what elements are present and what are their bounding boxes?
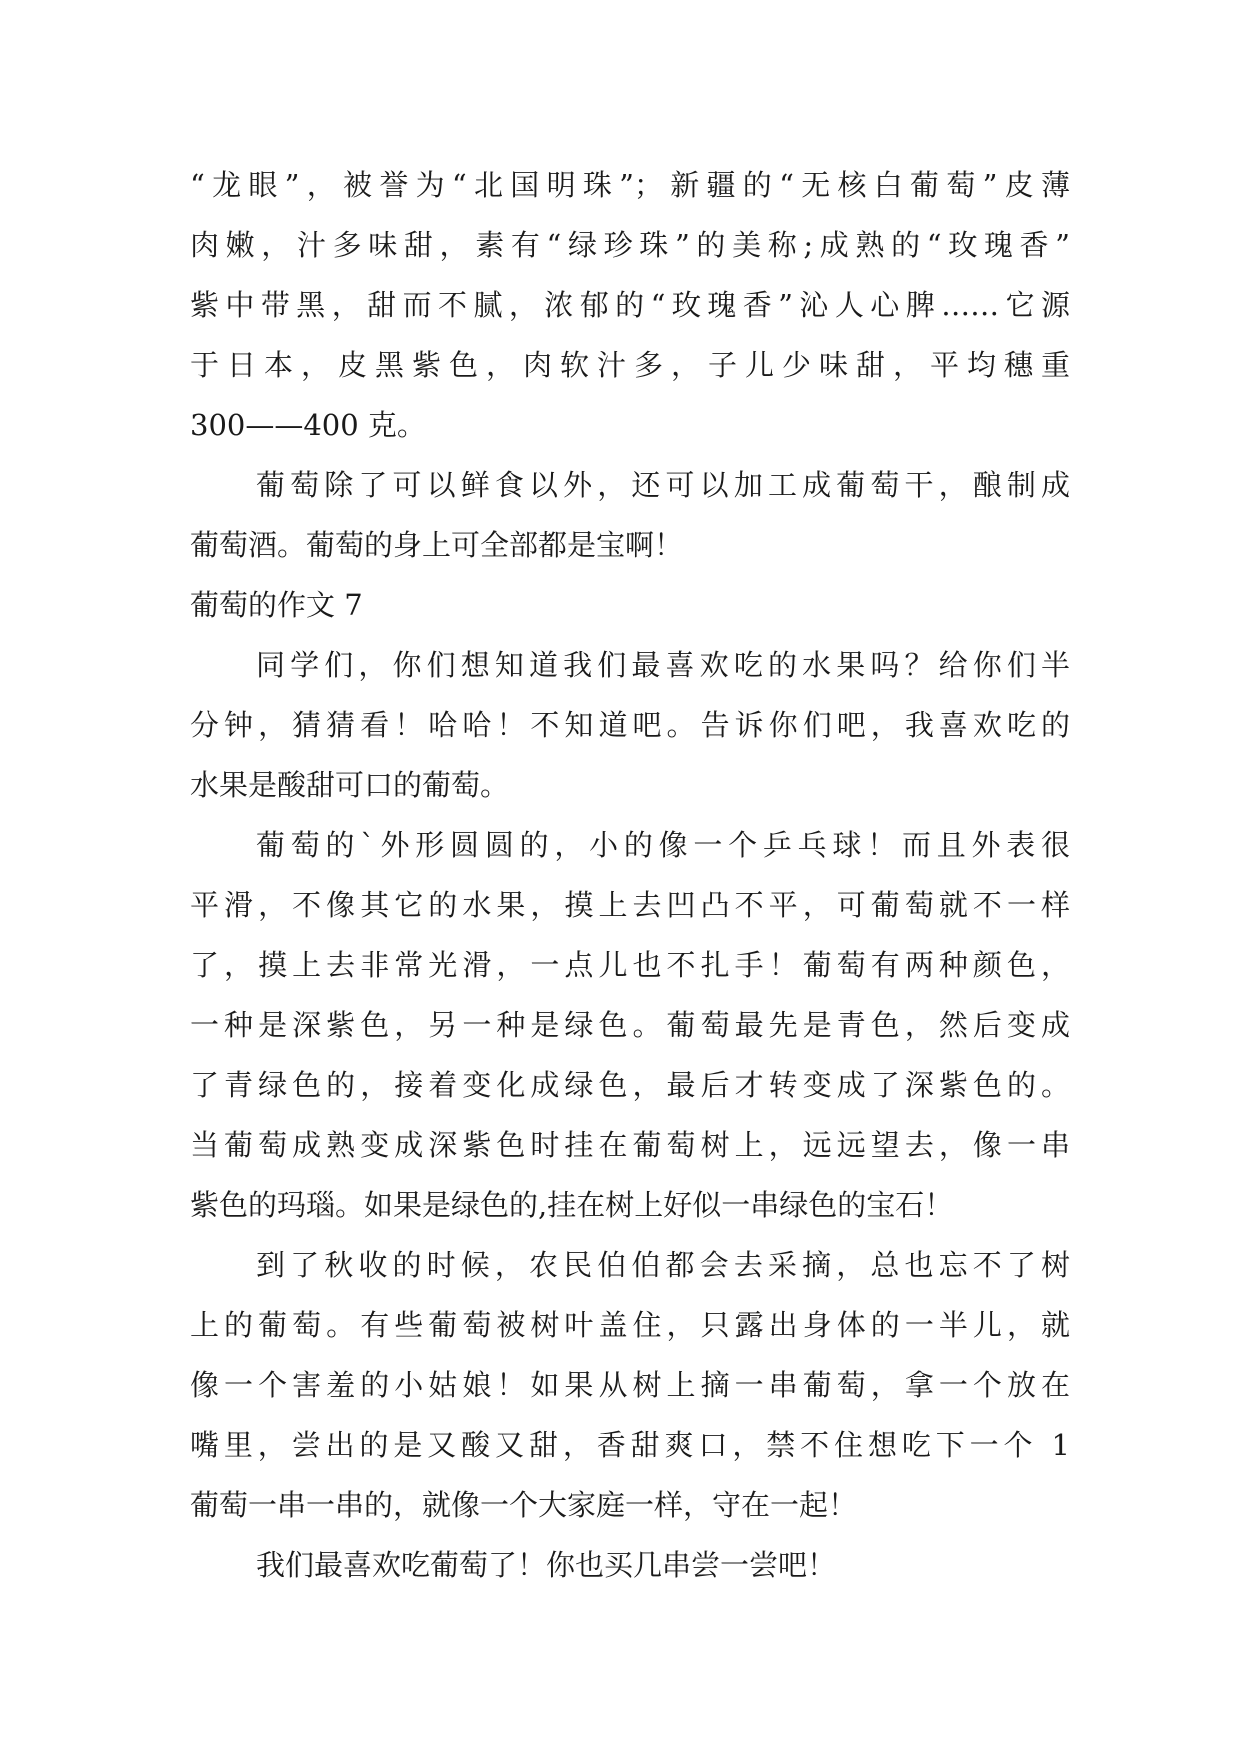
paragraph-2-line-1: 葡萄除了可以鲜食以外，还可以加工成葡萄干，酿制成: [256, 468, 1070, 502]
paragraph-5-line-1: 到了秋收的时候，农民伯伯都会去采摘，总也忘不了树: [256, 1248, 1070, 1282]
section-heading: 葡萄的作文 7: [190, 588, 363, 622]
paragraph-3-line-3: 水果是酸甜可口的葡萄。: [190, 768, 510, 802]
paragraph-1-line-2: 肉嫩，汁多味甜，素有“绿珍珠”的美称;成熟的“玫瑰香”: [190, 228, 1070, 262]
paragraph-1-line-5: 300——400 克。: [190, 408, 426, 442]
paragraph-2-line-2: 葡萄酒。葡萄的身上可全部都是宝啊！: [190, 528, 684, 562]
paragraph-4-line-1: 葡萄的`外形圆圆的，小的像一个乒乓球！而且外表很: [256, 828, 1070, 862]
paragraph-5-line-4: 嘴里，尝出的是又酸又甜，香甜爽口，禁不住想吃下一个 1: [190, 1428, 1070, 1462]
paragraph-4-line-3: 了，摸上去非常光滑，一点儿也不扎手！葡萄有两种颜色，: [190, 948, 1070, 982]
paragraph-6-line-1: 我们最喜欢吃葡萄了！你也买几串尝一尝吧！: [256, 1548, 837, 1582]
paragraph-5-line-3: 像一个害羞的小姑娘！如果从树上摘一串葡萄，拿一个放在: [190, 1368, 1070, 1402]
paragraph-3-line-2: 分钟，猜猜看！哈哈！不知道吧。告诉你们吧，我喜欢吃的: [190, 708, 1070, 742]
paragraph-4-line-7: 紫色的玛瑙。如果是绿色的,挂在树上好似一串绿色的宝石！: [190, 1188, 954, 1222]
paragraph-3-line-1: 同学们，你们想知道我们最喜欢吃的水果吗？给你们半: [256, 648, 1070, 682]
paragraph-5-line-2: 上的葡萄。有些葡萄被树叶盖住，只露出身体的一半儿，就: [190, 1308, 1070, 1342]
paragraph-4-line-4: 一种是深紫色，另一种是绿色。葡萄最先是青色，然后变成: [190, 1008, 1070, 1042]
paragraph-1-line-1: “龙眼”，被誉为“北国明珠”；新疆的“无核白葡萄”皮薄: [190, 168, 1070, 202]
paragraph-1-line-4: 于日本，皮黑紫色，肉软汁多，子儿少味甜，平均穗重: [190, 348, 1070, 382]
paragraph-4-line-6: 当葡萄成熟变成深紫色时挂在葡萄树上，远远望去，像一串: [190, 1128, 1070, 1162]
paragraph-5-line-5: 葡萄一串一串的，就像一个大家庭一样，守在一起！: [190, 1488, 858, 1522]
paragraph-4-line-5: 了青绿色的，接着变化成绿色，最后才转变成了深紫色的。: [190, 1068, 1070, 1102]
paragraph-4-line-2: 平滑，不像其它的水果，摸上去凹凸不平，可葡萄就不一样: [190, 888, 1070, 922]
paragraph-1-line-3: 紫中带黑，甜而不腻，浓郁的“玫瑰香”沁人心脾……它源: [190, 288, 1070, 322]
